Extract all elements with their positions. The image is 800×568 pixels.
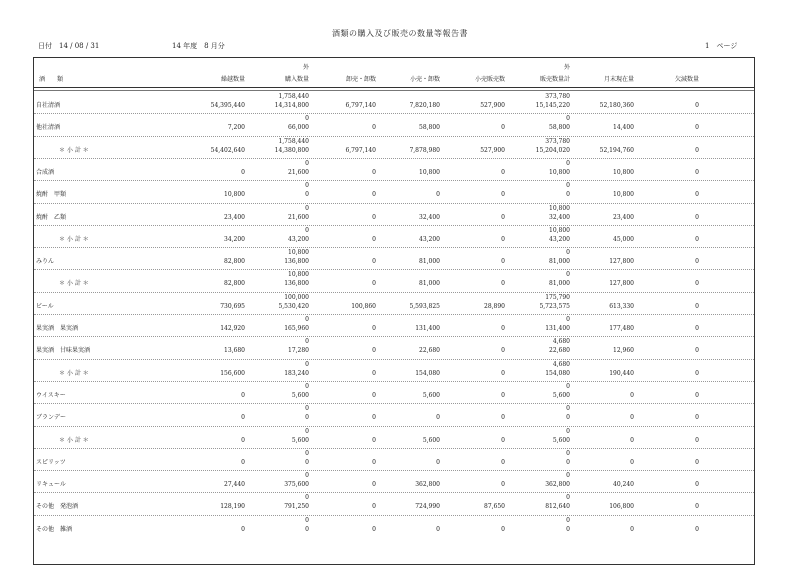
cell-loss: 0: [695, 213, 699, 221]
cell-retail: 5,600: [422, 436, 440, 444]
cell-purchase: 0: [305, 525, 309, 533]
row-divider: [34, 403, 754, 404]
cell-retail: 0: [436, 458, 440, 466]
column-header-name: 酒 類: [39, 76, 64, 83]
cell-purchase: 136,800: [284, 280, 309, 288]
cell-retailsales: 0: [501, 191, 505, 199]
report-title: 酒類の購入及び販売の数量等報告書: [332, 29, 468, 38]
row-divider: [34, 515, 754, 516]
cell-carry: 10,800: [224, 191, 245, 199]
cell-loss: 0: [695, 124, 699, 132]
column-header-carry: 繰越数量: [220, 76, 245, 83]
cell-purchase-sub: 0: [305, 159, 309, 167]
category-name: 焼酎 甲類: [36, 191, 67, 199]
cell-loss: 0: [695, 503, 699, 511]
category-name: 自社清酒: [36, 102, 61, 109]
cell-wholesale: 0: [372, 124, 376, 132]
cell-wholesale: 0: [372, 168, 376, 176]
column-header-retailsales: 小売販売数: [474, 76, 505, 83]
cell-loss: 0: [695, 325, 699, 332]
cell-purchase: 375,600: [284, 481, 309, 489]
cell-retail: 362,800: [415, 481, 440, 489]
cell-stock: 613,330: [609, 302, 634, 310]
cell-loss: 0: [695, 369, 699, 377]
cell-carry: 0: [241, 525, 245, 533]
cell-purchase: 14,380,800: [274, 146, 309, 154]
row-divider: [34, 292, 754, 293]
cell-wholesale: 0: [372, 369, 376, 377]
column-header-totalsales-top: 外: [563, 64, 570, 71]
cell-totalsales-sub: 0: [566, 159, 570, 167]
cell-retail: 32,400: [419, 213, 440, 221]
cell-carry: 156,600: [220, 369, 245, 377]
cell-totalsales: 22,680: [549, 347, 570, 355]
row-divider: [34, 336, 754, 337]
cell-totalsales: 81,000: [549, 280, 570, 288]
cell-totalsales-sub: 0: [566, 271, 570, 279]
subtotal-label: ＊ 小 計 ＊: [59, 280, 89, 288]
cell-stock: 0: [630, 525, 634, 533]
report-table: [33, 57, 755, 565]
category-name: 果実酒 甘味果実酒: [36, 347, 91, 355]
cell-totalsales: 32,400: [549, 213, 570, 221]
report-period: 14 年度 8 月分: [172, 42, 225, 50]
cell-purchase: 43,200: [288, 235, 309, 243]
cell-carry: 13,680: [224, 347, 245, 355]
cell-retailsales: 527,900: [480, 102, 505, 109]
cell-wholesale: 0: [372, 481, 376, 489]
cell-purchase: 791,250: [284, 503, 309, 511]
cell-totalsales: 10,800: [549, 168, 570, 176]
cell-totalsales-sub: 373,780: [545, 137, 570, 145]
cell-retail: 5,593,825: [409, 302, 440, 310]
cell-retail: 10,800: [419, 168, 440, 176]
cell-totalsales: 0: [566, 191, 570, 199]
cell-wholesale: 6,797,140: [345, 146, 376, 154]
cell-purchase-sub: 0: [305, 204, 309, 212]
column-header-retail: 小売・卸数: [409, 76, 440, 83]
cell-retailsales: 0: [501, 280, 505, 288]
cell-stock: 10,800: [613, 168, 634, 176]
cell-purchase-sub: 10,800: [288, 271, 309, 279]
cell-totalsales: 5,600: [552, 391, 570, 399]
cell-retailsales: 0: [501, 525, 505, 533]
category-name: 果実酒 果実酒: [36, 325, 79, 332]
cell-totalsales: 15,204,020: [535, 146, 570, 154]
cell-totalsales: 362,800: [545, 481, 570, 489]
cell-retail: 724,990: [415, 503, 440, 511]
cell-loss: 0: [695, 481, 699, 489]
cell-wholesale: 0: [372, 391, 376, 399]
cell-purchase: 14,314,800: [274, 102, 309, 109]
row-divider: [34, 492, 754, 493]
cell-carry: 0: [241, 458, 245, 466]
cell-retail: 131,400: [415, 325, 440, 332]
cell-totalsales: 81,000: [549, 258, 570, 266]
cell-carry: 23,400: [224, 213, 245, 221]
cell-retailsales: 0: [501, 369, 505, 377]
row-divider: [34, 247, 754, 248]
cell-loss: 0: [695, 436, 699, 444]
cell-stock: 177,480: [609, 325, 634, 332]
column-header-totalsales: 販売数量計: [539, 76, 570, 83]
cell-wholesale: 100,860: [351, 302, 376, 310]
cell-totalsales-sub: 0: [566, 427, 570, 435]
cell-loss: 0: [695, 146, 699, 154]
cell-carry: 0: [241, 168, 245, 176]
cell-loss: 0: [695, 391, 699, 399]
cell-purchase: 0: [305, 458, 309, 466]
row-divider: [34, 158, 754, 159]
subtotal-label: ＊ 小 計 ＊: [59, 235, 89, 243]
cell-totalsales: 43,200: [549, 235, 570, 243]
cell-carry: 0: [241, 436, 245, 444]
cell-stock: 190,440: [609, 369, 634, 377]
cell-purchase: 136,800: [284, 258, 309, 266]
subtotal-label: ＊ 小 計 ＊: [59, 436, 89, 444]
cell-totalsales-sub: 0: [566, 405, 570, 413]
cell-purchase: 21,600: [288, 168, 309, 176]
category-name: ブランデー: [36, 414, 67, 422]
cell-wholesale: 0: [372, 213, 376, 221]
cell-totalsales-sub: 0: [566, 449, 570, 457]
cell-retailsales: 527,900: [480, 146, 505, 154]
cell-retail: 0: [436, 525, 440, 533]
cell-stock: 106,800: [609, 503, 634, 511]
cell-stock: 127,800: [609, 258, 634, 266]
cell-carry: 34,200: [224, 235, 245, 243]
cell-purchase-sub: 0: [305, 405, 309, 413]
cell-wholesale: 6,797,140: [345, 102, 376, 109]
cell-wholesale: 0: [372, 235, 376, 243]
cell-purchase: 17,280: [288, 347, 309, 355]
category-name: スピリッツ: [36, 458, 66, 466]
cell-totalsales-sub: 10,800: [549, 226, 570, 234]
cell-retailsales: 0: [501, 325, 505, 332]
cell-totalsales-sub: 0: [566, 316, 570, 323]
cell-totalsales-sub: 0: [566, 472, 570, 480]
cell-retail: 0: [436, 191, 440, 199]
cell-loss: 0: [695, 525, 699, 533]
cell-totalsales: 812,640: [545, 503, 570, 511]
cell-totalsales: 0: [566, 414, 570, 422]
cell-purchase-sub: 0: [305, 360, 309, 368]
subtotal-label: ＊ 小 計 ＊: [59, 369, 89, 377]
cell-purchase-sub: 0: [305, 449, 309, 457]
cell-totalsales-sub: 0: [566, 115, 570, 123]
cell-purchase: 165,960: [284, 325, 309, 332]
cell-purchase-sub: 0: [305, 182, 309, 190]
table-header: [34, 58, 754, 88]
cell-stock: 12,960: [613, 347, 634, 355]
cell-loss: 0: [695, 235, 699, 243]
cell-retail: 5,600: [422, 391, 440, 399]
cell-purchase: 5,600: [291, 391, 309, 399]
cell-purchase-sub: 0: [305, 427, 309, 435]
cell-loss: 0: [695, 258, 699, 266]
cell-wholesale: 0: [372, 458, 376, 466]
row-divider: [34, 269, 754, 270]
cell-carry: 27,440: [224, 481, 245, 489]
cell-loss: 0: [695, 347, 699, 355]
cell-carry: 128,190: [220, 503, 245, 511]
cell-totalsales-sub: 10,800: [549, 204, 570, 212]
cell-purchase: 66,000: [288, 124, 309, 132]
cell-totalsales-sub: 0: [566, 494, 570, 502]
cell-loss: 0: [695, 302, 699, 310]
cell-retailsales: 0: [501, 347, 505, 355]
cell-wholesale: 0: [372, 280, 376, 288]
row-divider: [34, 225, 754, 226]
row-divider: [34, 359, 754, 360]
cell-retail: 7,878,980: [409, 146, 440, 154]
cell-retail: 154,080: [415, 369, 440, 377]
cell-stock: 40,240: [613, 481, 634, 489]
cell-carry: 0: [241, 391, 245, 399]
cell-purchase: 21,600: [288, 213, 309, 221]
cell-purchase-sub: 0: [305, 316, 309, 323]
cell-stock: 23,400: [613, 213, 634, 221]
category-name: リキュール: [36, 481, 66, 489]
cell-totalsales-sub: 4,680: [552, 338, 570, 346]
cell-retailsales: 0: [501, 391, 505, 399]
category-name: その他 発泡酒: [36, 503, 79, 511]
cell-loss: 0: [695, 280, 699, 288]
cell-loss: 0: [695, 168, 699, 176]
row-divider: [34, 448, 754, 449]
cell-purchase: 0: [305, 414, 309, 422]
column-header-purchase: 購入数量: [284, 76, 309, 83]
cell-retailsales: 0: [501, 235, 505, 243]
cell-loss: 0: [695, 102, 699, 109]
page-number: 1 ページ: [705, 42, 738, 50]
cell-purchase-sub: 1,758,440: [278, 137, 309, 145]
cell-purchase: 0: [305, 191, 309, 199]
column-header-loss: 欠減数量: [674, 76, 699, 83]
cell-stock: 10,800: [613, 191, 634, 199]
row-divider: [34, 314, 754, 315]
category-name: みりん: [36, 258, 55, 266]
cell-stock: 52,180,360: [599, 102, 634, 109]
cell-carry: 82,800: [224, 280, 245, 288]
cell-purchase-sub: 0: [305, 115, 309, 123]
cell-totalsales: 0: [566, 525, 570, 533]
cell-purchase-sub: 0: [305, 516, 309, 524]
cell-purchase-sub: 0: [305, 226, 309, 234]
cell-stock: 127,800: [609, 280, 634, 288]
cell-retail: 43,200: [419, 235, 440, 243]
row-divider: [34, 203, 754, 204]
cell-retail: 22,680: [419, 347, 440, 355]
category-name: ウイスキー: [36, 391, 66, 399]
cell-purchase: 5,600: [291, 436, 309, 444]
cell-retail: 81,000: [419, 280, 440, 288]
cell-carry: 82,800: [224, 258, 245, 266]
cell-loss: 0: [695, 414, 699, 422]
cell-carry: 7,200: [227, 124, 245, 132]
cell-purchase-sub: 0: [305, 382, 309, 390]
cell-retailsales: 0: [501, 481, 505, 489]
cell-totalsales-sub: 0: [566, 516, 570, 524]
cell-retailsales: 0: [501, 436, 505, 444]
cell-stock: 45,000: [613, 235, 634, 243]
cell-retail: 0: [436, 414, 440, 422]
category-name: ビール: [36, 302, 54, 310]
row-divider: [34, 381, 754, 382]
cell-wholesale: 0: [372, 414, 376, 422]
cell-retail: 7,820,180: [409, 102, 440, 109]
cell-totalsales: 131,400: [545, 325, 570, 332]
cell-stock: 0: [630, 391, 634, 399]
cell-carry: 142,920: [220, 325, 245, 332]
cell-retail: 81,000: [419, 258, 440, 266]
cell-carry: 0: [241, 414, 245, 422]
cell-loss: 0: [695, 458, 699, 466]
cell-carry: 54,402,640: [210, 146, 245, 154]
cell-totalsales-sub: 175,790: [545, 293, 570, 301]
cell-retailsales: 0: [501, 168, 505, 176]
cell-retailsales: 87,650: [484, 503, 505, 511]
row-divider: [34, 136, 754, 137]
cell-totalsales-sub: 373,780: [545, 93, 570, 100]
category-name: 焼酎 乙類: [36, 213, 67, 221]
row-divider: [34, 470, 754, 471]
cell-wholesale: 0: [372, 503, 376, 511]
category-name: 他社清酒: [36, 124, 61, 132]
subtotal-label: ＊ 小 計 ＊: [59, 146, 89, 154]
cell-retailsales: 0: [501, 124, 505, 132]
row-divider: [34, 180, 754, 181]
cell-totalsales-sub: 0: [566, 382, 570, 390]
cell-purchase: 5,530,420: [278, 302, 309, 310]
cell-wholesale: 0: [372, 325, 376, 332]
column-header-stock: 月末現在量: [603, 76, 634, 83]
cell-totalsales-sub: 0: [566, 182, 570, 190]
cell-retailsales: 0: [501, 414, 505, 422]
cell-carry: 730,695: [220, 302, 245, 310]
cell-retailsales: 0: [501, 458, 505, 466]
header-divider: [34, 90, 754, 91]
cell-purchase-sub: 0: [305, 472, 309, 480]
cell-purchase-sub: 1,758,440: [278, 93, 309, 100]
cell-stock: 52,194,760: [599, 146, 634, 154]
cell-totalsales-sub: 4,680: [552, 360, 570, 368]
cell-wholesale: 0: [372, 258, 376, 266]
cell-totalsales: 0: [566, 458, 570, 466]
cell-stock: 0: [630, 414, 634, 422]
report-date: 日付 14 / 08 / 31: [38, 42, 100, 50]
cell-retail: 58,800: [419, 124, 440, 132]
column-header-purchase-top: 外: [302, 64, 309, 71]
cell-purchase-sub: 0: [305, 494, 309, 502]
cell-retailsales: 28,890: [484, 302, 505, 310]
cell-totalsales: 58,800: [549, 124, 570, 132]
cell-retailsales: 0: [501, 213, 505, 221]
cell-wholesale: 0: [372, 191, 376, 199]
cell-wholesale: 0: [372, 436, 376, 444]
category-name: その他 雑酒: [36, 525, 73, 533]
cell-totalsales: 5,600: [552, 436, 570, 444]
cell-wholesale: 0: [372, 347, 376, 355]
cell-stock: 0: [630, 458, 634, 466]
cell-purchase-sub: 0: [305, 338, 309, 346]
cell-totalsales-sub: 0: [566, 249, 570, 257]
row-divider: [34, 113, 754, 114]
cell-carry: 54,395,440: [210, 102, 245, 109]
category-name: 合成酒: [36, 168, 55, 176]
cell-purchase-sub: 100,000: [284, 293, 309, 301]
cell-wholesale: 0: [372, 525, 376, 533]
cell-stock: 14,400: [613, 124, 634, 132]
cell-totalsales: 5,723,575: [539, 302, 570, 310]
row-divider: [34, 426, 754, 427]
column-header-wholesale: 卸売・卸数: [345, 76, 376, 83]
cell-purchase-sub: 10,800: [288, 249, 309, 257]
cell-loss: 0: [695, 191, 699, 199]
cell-stock: 0: [630, 436, 634, 444]
cell-totalsales: 15,145,220: [535, 102, 570, 109]
cell-totalsales: 154,080: [545, 369, 570, 377]
cell-retailsales: 0: [501, 258, 505, 266]
cell-purchase: 183,240: [284, 369, 309, 377]
